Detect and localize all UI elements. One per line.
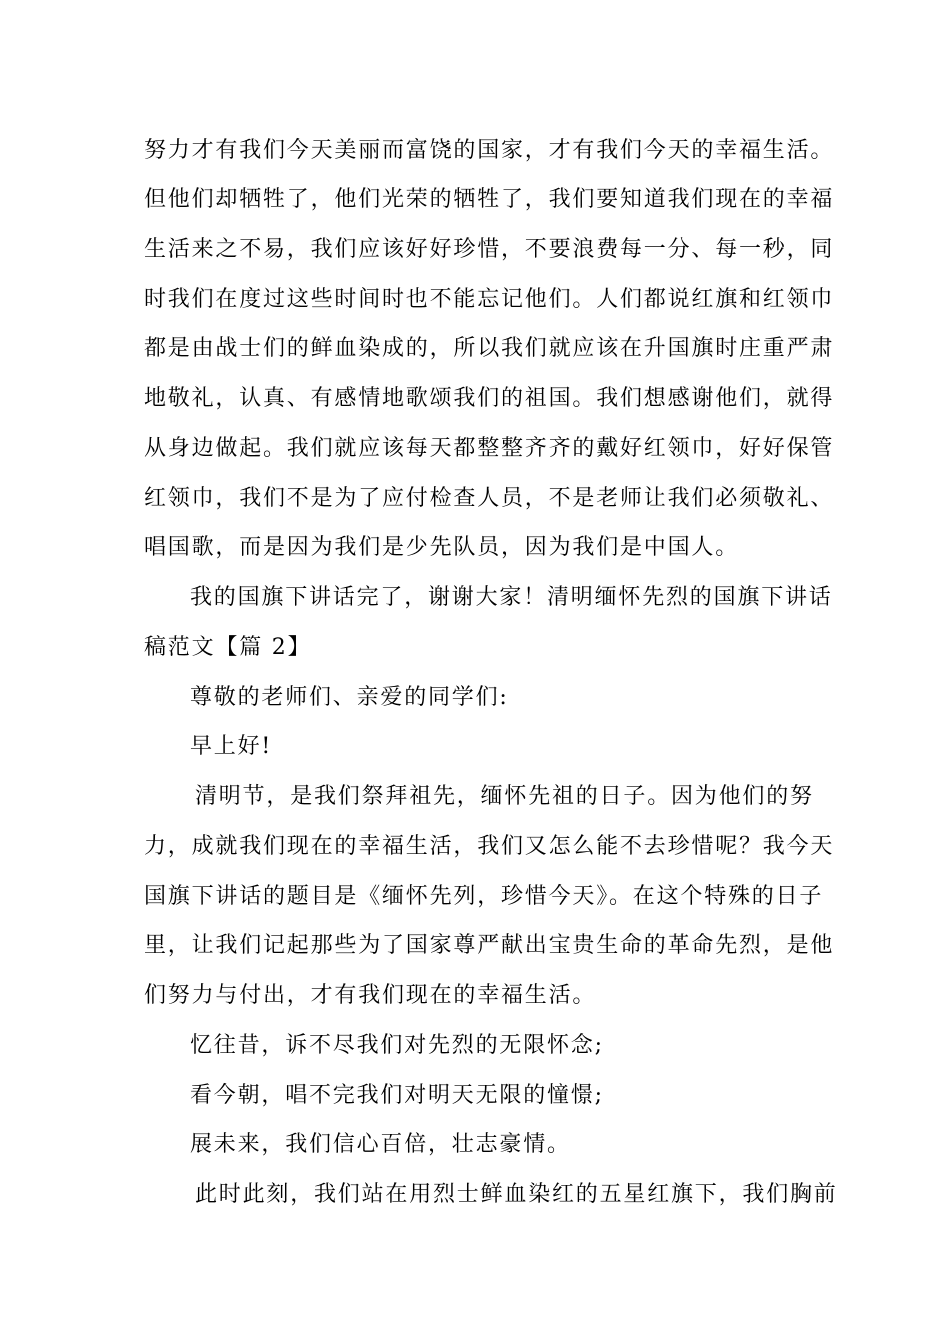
paragraph-line: 们努力与付出，才有我们现在的幸福生活。 <box>144 983 597 1008</box>
paragraph-line: 时我们在度过这些时间时也不能忘记他们。人们都说红旗和红领巾 <box>144 287 835 312</box>
paragraph-line: 力，成就我们现在的幸福生活，我们又怎么能不去珍惜呢？我今天 <box>144 834 835 859</box>
paragraph-line: 国旗下讲话的题目是《缅怀先列，珍惜今天》。在这个特殊的日子 <box>144 884 824 909</box>
paragraph-line: 红领巾，我们不是为了应付检查人员，不是老师让我们必须敬礼、 <box>144 486 835 511</box>
greeting: 早上好! <box>190 734 273 759</box>
paragraph-line: 从身边做起。我们就应该每天都整整齐齐的戴好红领巾，好好保管 <box>144 436 835 461</box>
paragraph-line: 里，让我们记起那些为了国家尊严献出宝贵生命的革命先烈，是他 <box>144 933 835 958</box>
paragraph-line: 努力才有我们今天美丽而富饶的国家，才有我们今天的幸福生活。 <box>144 138 835 163</box>
paragraph-line: 唱国歌，而是因为我们是少先队员，因为我们是中国人。 <box>144 535 740 560</box>
paragraph-line: 此时此刻，我们站在用烈士鲜血染红的五星红旗下，我们胸前 <box>195 1182 838 1207</box>
verse-line: 看今朝，唱不完我们对明天无限的憧憬; <box>190 1083 604 1108</box>
paragraph-line: 地敬礼，认真、有感情地歌颂我们的祖国。我们想感谢他们，就得 <box>144 386 835 411</box>
verse-line: 展未来，我们信心百倍，壮志豪情。 <box>190 1132 571 1157</box>
salutation: 尊敬的老师们、亲爱的同学们: <box>190 685 509 710</box>
paragraph-line: 但他们却牺牲了，他们光荣的牺牲了，我们要知道我们现在的幸福 <box>144 187 835 212</box>
closing-line: 我的国旗下讲话完了，谢谢大家！清明缅怀先烈的国旗下讲话 <box>190 585 833 610</box>
paragraph-line: 生活来之不易，我们应该好好珍惜，不要浪费每一分、每一秒，同 <box>144 237 835 262</box>
paragraph-line: 清明节，是我们祭拜祖先，缅怀先祖的日子。因为他们的努 <box>195 784 814 809</box>
paragraph-line: 都是由战士们的鲜血染成的，所以我们就应该在升国旗时庄重严肃 <box>144 336 835 361</box>
section-heading: 稿范文【篇 2】 <box>144 635 312 660</box>
verse-line: 忆往昔，诉不尽我们对先烈的无限怀念; <box>190 1033 604 1058</box>
